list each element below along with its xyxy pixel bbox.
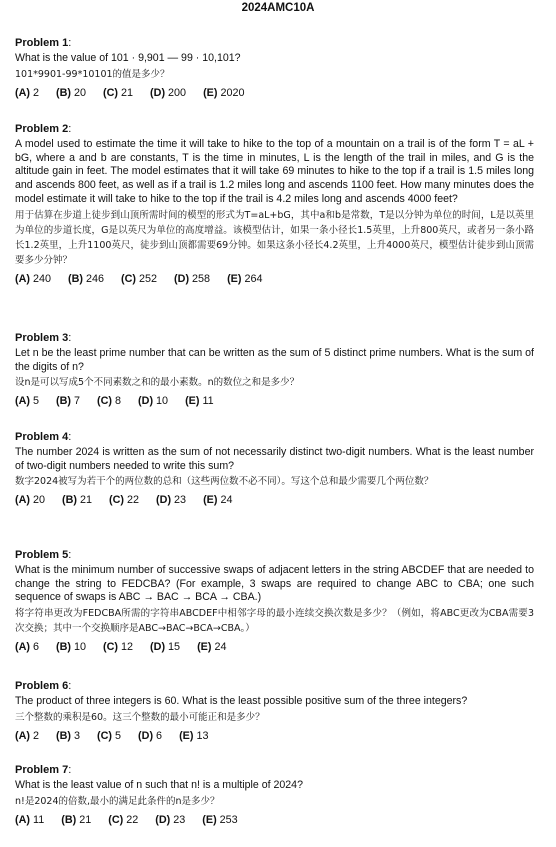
choice-d: (D) 10 <box>138 395 169 408</box>
problem-text-en: The number 2024 is written as the sum of not necessarily distinct two-digit numbers. What is the least number of two-digit numbers needed to write this sum? <box>15 446 534 472</box>
problem-4 <box>15 430 534 507</box>
problem-text-zh: 101*9901-99*10101的值是多少？ <box>15 68 170 80</box>
answer-choices <box>15 641 534 654</box>
choice-b: (B) 21 <box>62 494 93 507</box>
choice-d: (D) 23 <box>156 494 187 507</box>
problem-heading: Problem 4: <box>15 431 72 443</box>
choice-e: (E) 13 <box>179 729 209 742</box>
choice-c: (C) 252 <box>121 272 158 285</box>
choice-b: (B) 3 <box>56 729 81 742</box>
choice-d: (D) 6 <box>138 729 163 742</box>
problem-heading: Problem 5: <box>15 549 72 561</box>
problem-3 <box>15 331 534 408</box>
problem-text-zh: n!是2024的倍数,最小的满足此条件的n是多少？ <box>15 795 220 807</box>
problem-label: Problem <box>15 431 60 443</box>
problem-heading: Problem 7: <box>15 764 72 776</box>
choice-d: (D) 15 <box>150 641 181 654</box>
problem-text-en: What is the least value of n such that n! is a multiple of 2024? <box>15 779 303 791</box>
choice-e: (E) 24 <box>203 494 233 507</box>
problem-heading: Problem 1: <box>15 37 72 49</box>
choice-c: (C) 22 <box>108 813 139 826</box>
choice-e: (E) 2020 <box>203 86 245 99</box>
answer-choices <box>15 395 534 408</box>
problem-7 <box>15 763 534 827</box>
problem-heading: Problem 2: <box>15 123 72 135</box>
problem-text-zh: 数字2024被写为若干个的两位数的总和（这些两位数不必不同）。写这个总和最少需要几个两位数？ <box>15 476 434 488</box>
choice-e: (E) 24 <box>197 641 227 654</box>
choice-c: (C) 12 <box>103 641 134 654</box>
problem-5 <box>15 548 534 654</box>
problem-2 <box>15 122 534 286</box>
answer-choices <box>15 494 534 507</box>
problem-number: 3 <box>62 332 69 344</box>
answer-choices <box>15 273 534 286</box>
problem-text-zh: 三个整数的乘积是60。这三个整数的最小可能正和是多少？ <box>15 711 265 723</box>
choice-a: (A) 2 <box>15 86 40 99</box>
problem-label: Problem <box>15 332 60 344</box>
choice-b: (B) 10 <box>56 641 87 654</box>
choice-c: (C) 8 <box>97 395 122 408</box>
choice-a: (A) 240 <box>15 272 52 285</box>
choice-a: (A) 5 <box>15 395 40 408</box>
choice-a: (A) 2 <box>15 729 40 742</box>
problem-text-en: A model used to estimate the time it will take to hike to the top of a mountain on a trail is of the form T = aL + bG, where a and b are constants, T is the time in minutes, L is the length of the trail in miles, and G is the altitude gain in feet. The model estimates that it will take 69 minutes to hike to the top if a trail is 1.5 miles long and ascends 800 feet, as well as if a trail is 1.2 miles long and ascends 1100 feet. How many minutes does the model estimate it will take to hike to the top if the trail is 4.2 miles long and ascends 4000 feet? <box>15 138 534 205</box>
choice-a: (A) 6 <box>15 641 40 654</box>
problem-label: Problem <box>15 680 60 692</box>
problem-number: 1 <box>62 37 69 49</box>
problem-number: 2 <box>62 123 69 135</box>
problem-label: Problem <box>15 37 60 49</box>
problem-label: Problem <box>15 123 60 135</box>
document-title: 2024AMC10A <box>241 2 315 14</box>
problem-heading: Problem 3: <box>15 332 72 344</box>
problem-text-en: What is the minimum number of successive swaps of adjacent letters in the string ABCDEF that are needed to change the string to FEDCBA? (For example, 3 swaps are required to change ABC to CBA; one such sequence of swaps is ABC → BAC → BCA → CBA.) <box>15 564 534 604</box>
choice-b: (B) 21 <box>61 813 92 826</box>
choice-c: (C) 21 <box>103 86 134 99</box>
choice-e: (E) 264 <box>227 272 263 285</box>
problem-label: Problem <box>15 764 60 776</box>
answer-choices <box>15 87 534 100</box>
problem-number: 6 <box>62 680 69 692</box>
choice-b: (B) 20 <box>56 86 87 99</box>
problem-number: 4 <box>62 431 69 443</box>
problem-number: 5 <box>62 549 69 561</box>
problem-6 <box>15 679 534 743</box>
choice-c: (C) 5 <box>97 729 122 742</box>
choice-d: (D) 200 <box>150 86 187 99</box>
choice-d: (D) 258 <box>174 272 211 285</box>
problem-text-en: What is the value of 101 · 9,901 — 99 · 10,101? <box>15 52 241 64</box>
choice-a: (A) 11 <box>15 813 45 826</box>
problem-1 <box>15 36 534 100</box>
problem-heading: Problem 6: <box>15 680 72 692</box>
choice-b: (B) 246 <box>68 272 105 285</box>
problem-label: Problem <box>15 549 60 561</box>
answer-choices <box>15 814 534 827</box>
problem-text-zh: 用于估算在步道上徒步到山顶所需时间的模型的形式为T=aL+bG，其中a和b是常数，T是以分钟为单位的时间，L是以英里为单位的步道长度，G是以英尺为单位的高度增益。该模型估计，如果一条小径长1.5英里，上升800英尺，或者另一条小路长1.2英里，上升1100英尺，徒步到山顶都需要69分钟。如果这条小径长4.2英里，上升4000英尺，模型估计徒步到山顶需要多少分钟？ <box>15 209 534 266</box>
problem-number: 7 <box>62 764 69 776</box>
choice-e: (E) 253 <box>202 813 238 826</box>
problem-text-en: Let n be the least prime number that can be written as the sum of 5 distinct prime numbers. What is the sum of the digits of n? <box>15 347 534 373</box>
choice-c: (C) 22 <box>109 494 140 507</box>
problem-text-zh: 设n是可以写成5个不同素数之和的最小素数。n的数位之和是多少？ <box>15 377 300 389</box>
choice-d: (D) 23 <box>155 813 186 826</box>
answer-choices <box>15 730 534 743</box>
choice-e: (E) 11 <box>185 395 214 408</box>
choice-b: (B) 7 <box>56 395 81 408</box>
problem-text-zh: 将字符串更改为FEDCBA所需的字符串ABCDEF中相邻字母的最小连续交换次数是多少？（例如，将ABC更改为CBA需要3次交换；其中一个交换顺序是ABC→BAC→BCA→CBA。） <box>15 608 534 635</box>
problem-text-en: The product of three integers is 60. What is the least possible positive sum of the three integers? <box>15 695 468 707</box>
choice-a: (A) 20 <box>15 494 46 507</box>
